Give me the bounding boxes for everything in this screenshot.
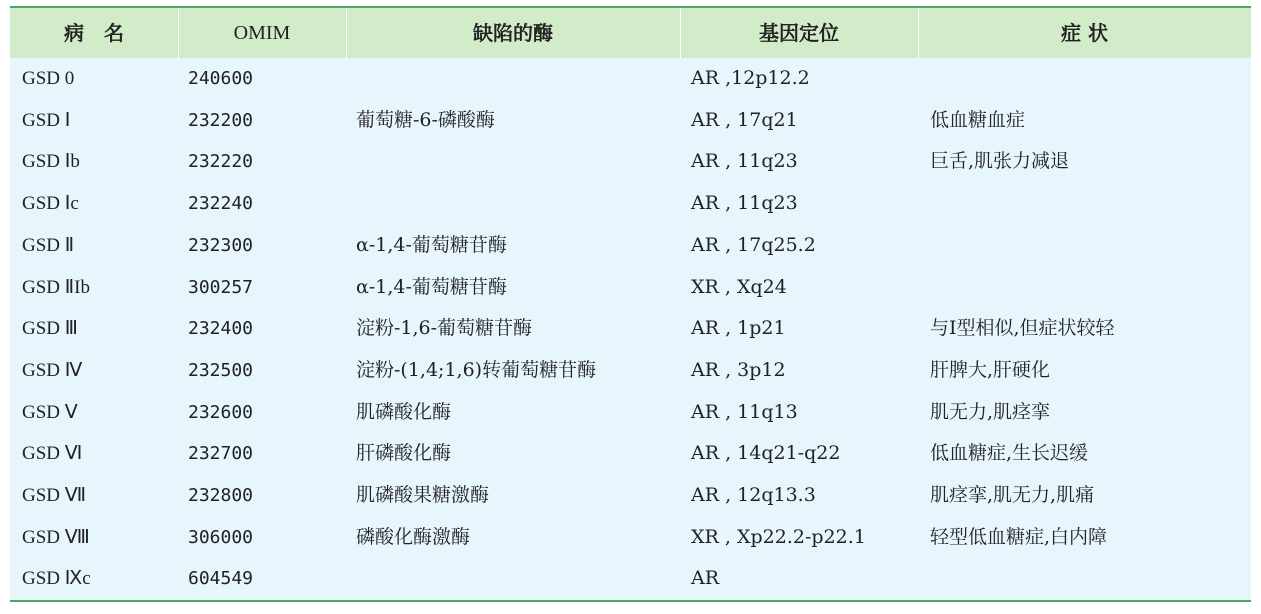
cell-gene: AR , 11q23	[691, 192, 798, 215]
cell-gene: AR , 17q21	[691, 108, 798, 131]
cell-omim: 240600	[188, 68, 254, 89]
table-header	[10, 8, 1251, 58]
cell-enzyme: 肝磷酸化酶	[356, 442, 452, 465]
cell-symptom: 与Ⅰ型相似,但症状较轻	[930, 317, 1115, 340]
cell-disease: GSD Ⅲ	[22, 318, 78, 340]
table-row	[10, 183, 1251, 225]
cell-symptom: 巨舌,肌张力减退	[930, 150, 1070, 173]
cell-omim: 232500	[188, 359, 254, 381]
cell-disease: GSD Ⅰc	[22, 193, 79, 215]
cell-gene: AR , 11q23	[691, 150, 798, 173]
cell-enzyme: α-1,4-葡萄糖苷酶	[356, 233, 507, 256]
table-row	[10, 517, 1251, 559]
cell-omim: 232800	[188, 485, 254, 506]
cell-symptom: 肌痉挛,肌无力,肌痛	[930, 484, 1095, 506]
table-row	[10, 350, 1251, 392]
table-row	[10, 58, 1251, 100]
cell-enzyme: 肌磷酸果糖激酶	[356, 484, 490, 506]
cell-gene: AR , 3p12	[691, 358, 786, 381]
table-row	[10, 225, 1251, 267]
cell-disease: GSD Ⅱ	[22, 234, 75, 256]
cell-omim: 232600	[188, 401, 254, 423]
cell-gene: AR	[691, 567, 720, 590]
table-row	[10, 475, 1251, 517]
cell-omim: 232200	[188, 109, 254, 131]
cell-enzyme: 葡萄糖-6-磷酸酶	[356, 108, 495, 131]
cell-omim: 306000	[188, 526, 254, 548]
cell-disease: GSD Ⅸc	[22, 568, 91, 590]
cell-gene: XR , Xp22.2-p22.1	[691, 525, 866, 548]
table-row	[10, 392, 1251, 434]
cell-gene: AR , 14q21-q22	[691, 442, 841, 465]
table-row	[10, 141, 1251, 183]
cell-disease: GSD Ⅰb	[22, 151, 80, 173]
cell-symptom: 低血糖血症	[930, 108, 1026, 131]
header-gene-location: 基因定位	[759, 21, 839, 45]
cell-gene: AR , 11q13	[691, 400, 798, 423]
cell-disease: GSD 0	[22, 68, 75, 89]
cell-omim: 232700	[188, 443, 254, 465]
cell-disease: GSD Ⅶ	[22, 485, 87, 506]
table-row	[10, 558, 1251, 600]
cell-gene: AR , 1p21	[691, 317, 786, 340]
cell-disease: GSD Ⅷ	[22, 526, 90, 548]
gsd-table	[10, 6, 1251, 602]
cell-symptom: 低血糖症,生长迟缓	[930, 442, 1089, 465]
table-row	[10, 267, 1251, 309]
cell-gene: AR , 17q25.2	[691, 233, 816, 256]
cell-enzyme: 淀粉-(1,4;1,6)转葡萄糖苷酶	[356, 358, 597, 381]
cell-disease: GSD Ⅳ	[22, 359, 83, 381]
bottom-rule	[10, 600, 1251, 602]
table-body	[10, 58, 1251, 600]
cell-disease: GSD Ⅴ	[22, 401, 78, 423]
header-divider	[178, 8, 179, 58]
cell-disease: GSD Ⅵ	[22, 443, 83, 465]
header-divider	[346, 8, 347, 58]
cell-enzyme: 磷酸化酶激酶	[356, 525, 471, 548]
header-enzyme: 缺陷的酶	[473, 21, 553, 45]
header-disease-name: 病 名	[64, 21, 124, 45]
header-omim: OMIM	[233, 22, 291, 44]
cell-omim: 232220	[188, 151, 254, 173]
cell-omim: 604549	[188, 568, 254, 590]
table-row	[10, 100, 1251, 142]
cell-disease: GSD Ⅰ	[22, 109, 71, 131]
table-row	[10, 433, 1251, 475]
cell-gene: XR , Xq24	[691, 275, 787, 298]
header-symptoms: 症 状	[1061, 21, 1108, 45]
cell-enzyme: 淀粉-1,6-葡萄糖苷酶	[356, 317, 533, 340]
header-divider	[918, 8, 919, 58]
cell-gene: AR ,12p12.2	[691, 67, 810, 89]
cell-omim: 232300	[188, 234, 254, 256]
cell-gene: AR , 12q13.3	[691, 484, 816, 506]
cell-enzyme: α-1,4-葡萄糖苷酶	[356, 275, 507, 298]
cell-symptom: 肝脾大,肝硬化	[930, 358, 1051, 381]
cell-symptom: 肌无力,肌痉挛	[930, 400, 1051, 423]
header-divider	[680, 8, 681, 58]
cell-omim: 300257	[188, 276, 254, 298]
cell-enzyme: 肌磷酸化酶	[356, 400, 452, 423]
table-row	[10, 308, 1251, 350]
cell-disease: GSD ⅡIb	[22, 276, 90, 298]
cell-omim: 232240	[188, 193, 254, 215]
cell-symptom: 轻型低血糖症,白内障	[930, 525, 1108, 548]
cell-omim: 232400	[188, 318, 254, 340]
